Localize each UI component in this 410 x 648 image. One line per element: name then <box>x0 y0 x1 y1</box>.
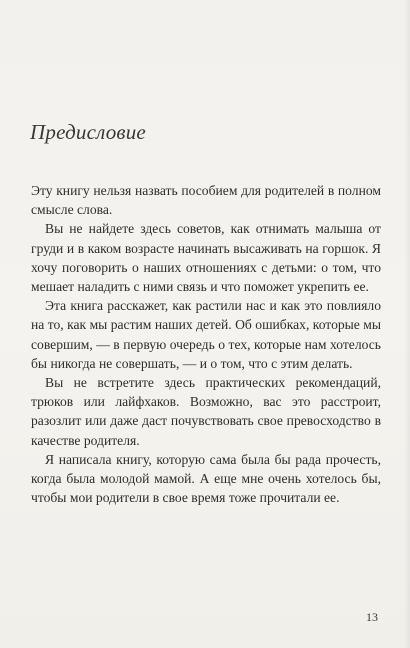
body-text <box>31 181 381 507</box>
paragraph-1: Эту книгу нельзя назвать пособием для родителей в полном смысле слова. <box>31 183 381 218</box>
page-edge-shadow <box>404 0 410 648</box>
paragraph-2: Вы не найдете здесь советов, как отнимать малыша от груди и в каком возрасте начинать высаживать на горшок. Я хочу поговорить о наших отношениях с детьми: о том, что мешает наладить с ними связь и что поможет укрепить ее. <box>31 221 381 295</box>
paragraph-4: Вы не встретите здесь практических рекомендаций, трюков или лайфхаков. Возможно, вас это расстроит, разозлит или даже даст почувствовать свое превосходство в качестве родителя. <box>31 375 381 448</box>
paragraph-3: Эта книга расскажет, как растили нас и как это повлияло на то, как мы растим наших детей. Об ошибках, которые мы совершим, — в первую очередь о тех, которые нам хотелось бы никогда не совершать, — и о том, что с этим делать. <box>31 298 381 371</box>
paragraph-5: Я написала книгу, которую сама была бы рада прочесть, когда была молодой мамой. А еще мне очень хотелось бы, чтобы мои родители в свое время тоже прочитали ее. <box>31 451 381 506</box>
page-number: 13 <box>366 610 378 624</box>
chapter-heading: Предисловие <box>30 120 146 144</box>
